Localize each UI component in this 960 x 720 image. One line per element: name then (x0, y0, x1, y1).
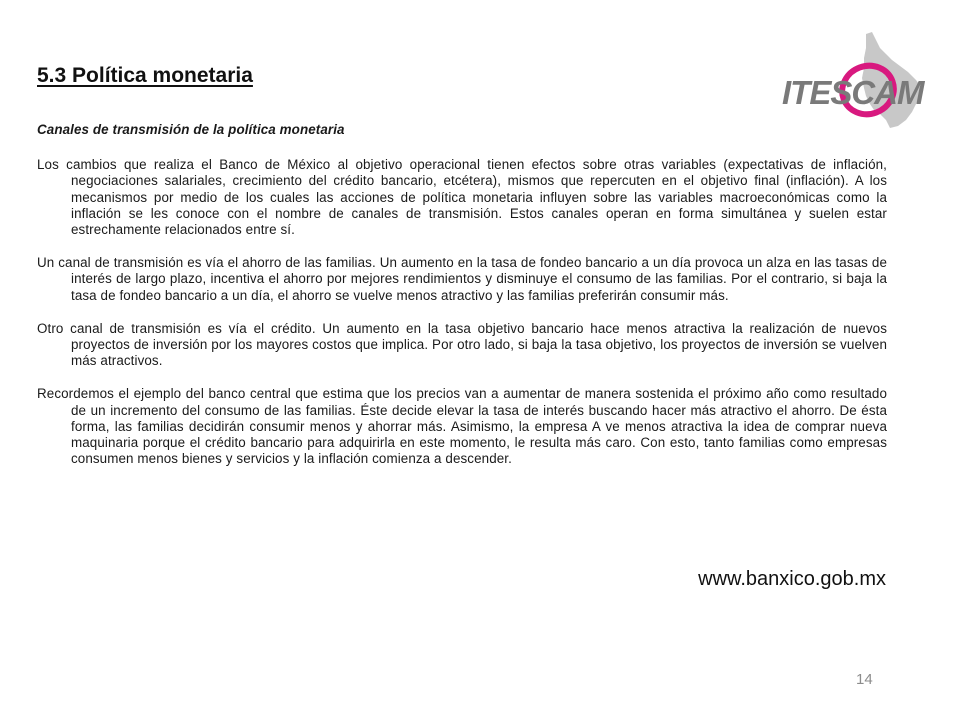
page-number: 14 (856, 671, 873, 688)
section-subtitle: Canales de transmisión de la política monetaria (37, 122, 345, 137)
slide-body (37, 122, 887, 484)
logo-text: ITESCAM (782, 74, 924, 111)
paragraph-1: Los cambios que realiza el Banco de México al objetivo operacional tienen efectos sobre otras variables (expectativas de inflación, negociaciones salariales, crecimiento del crédito bancario, etcétera), mismos que repercuten en el objetivo final (inflación). A los mecanismos por medio de los cuales las acciones de política monetaria influyen sobre las variables macroeconómicas como la inflación se les conoce con el nombre de canales de transmisión. Estos canales operan en forma simultánea y suelen estar estrechamente relacionados entre sí. (37, 157, 887, 238)
paragraph-2: Un canal de transmisión es vía el ahorro de las familias. Un aumento en la tasa de fondeo bancario a un día provoca un alza en las tasas de interés de largo plazo, incentiva el ahorro por mejores rendimientos y disminuye el consumo de las familias. Por el contrario, si baja la tasa de fondeo bancario a un día, el ahorro se vuelve menos atractivo y las familias preferirán consumir más. (37, 255, 887, 303)
paragraph-3: Otro canal de transmisión es vía el crédito. Un aumento en la tasa objetivo bancario hace menos atractiva la realización de nuevos proyectos de inversión por los mayores costos que implica. Por otro lado, si baja la tasa objetivo, los proyectos de inversión se vuelven más atractivos. (37, 320, 887, 369)
itescam-logo (780, 30, 930, 132)
source-url: www.banxico.gob.mx (698, 568, 886, 590)
paragraph-4: Recordemos el ejemplo del banco central que estima que los precios van a aumentar de manera sostenida el próximo año como resultado de un incremento del consumo de las familias. Éste decide elevar la tasa de interés buscando hacer más atractivo el ahorro. De ésta forma, las familias decidirán consumir menos y ahorrar más. Asimismo, la empresa A ve menos atractiva la idea de comprar nueva maquinaria porque el crédito bancario para adquirirla en este momento, le resulta más caro. Con esto, tanto familias como empresas consumen menos bienes y servicios y la inflación comienza a descender. (37, 386, 887, 467)
slide-title: 5.3 Política monetaria (37, 64, 253, 87)
